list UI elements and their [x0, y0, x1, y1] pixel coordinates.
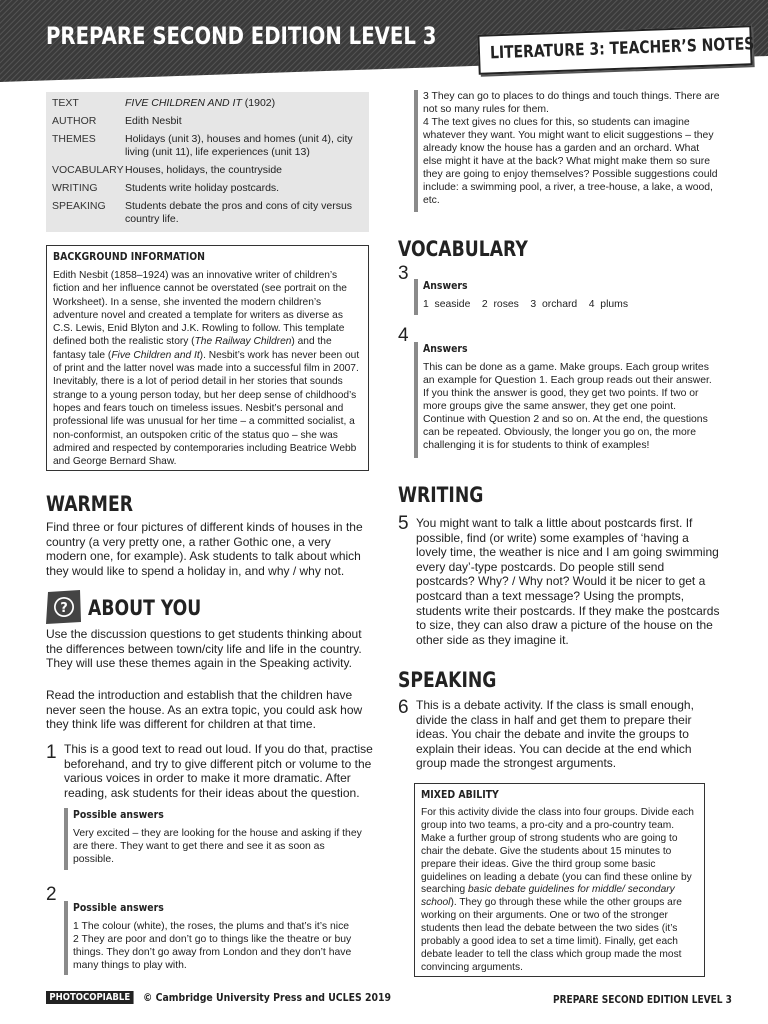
- about-you-text-1: Use the discussion questions to get students thinking about the differences between town/city life and life in the country. They will use these themes again in the Speaking activity.: [46, 627, 362, 671]
- background-text: Edith Nesbit (1858–1924) was an innovative writer of children’s fiction and her influence cannot be overstated (see portrait on the Worksheet). In a sense, she invented the modern children’s adventure novel and created a template for writers as diverse as C.S. Lewis, Enid Blyton and J.K. Rowling to follow. This template defined both the realistic story (The Railway Children) and the fantasy tale (Five Children and It). Nesbit’s work has never been out of print and the latter novel was made into a successful film in 2007. Inevitably, there is a lot of period detail in her stories that sounds strange to a young person today, but her deep sense of childhood’s hopes and fears touch on timeless issues. Nesbit’s personal and professional life was unusual for her time – a committed socialist, a non-conformist, an outspoken critic of the status quo – she was admired and respected by contemporaries including Beatrice Webb and George Bernard Shaw.: [53, 270, 360, 468]
- question-number-5: 5: [398, 513, 409, 534]
- question-number-4: 4: [398, 325, 409, 346]
- question-number-6: 6: [398, 697, 409, 718]
- question-mark-icon: [46, 590, 82, 624]
- warmer-text: Find three or four pictures of different kinds of houses in the country (a very pretty one, a rather Gothic one, a very modern one, for example). Ask students to talk about which they would like to spend a holiday in, and why / why not.: [46, 520, 363, 578]
- question-1-answers: Possible answers Very excited – they are looking for the house and asking if they are there. They want to get there and see it as soon as possible.: [64, 808, 364, 870]
- header-badge-label: LITERATURE 3: TEACHER’S NOTES: [489, 34, 755, 64]
- photocopiable-label: PHOTOCOPIABLE: [46, 991, 134, 1004]
- about-you-heading: ABOUT YOU: [88, 596, 202, 620]
- vocabulary-heading: VOCABULARY: [398, 237, 528, 261]
- info-row-speaking: SPEAKING Students debate the pros and cons of city versus country life.: [52, 200, 353, 225]
- writing-heading: WRITING: [398, 483, 484, 507]
- warmer-heading: WARMER: [46, 492, 133, 516]
- mixed-ability-title: MIXED ABILITY: [421, 788, 499, 801]
- page-header: [0, 0, 768, 82]
- footer-left: [46, 991, 435, 1004]
- header-title: PREPARE SECOND EDITION LEVEL 3: [46, 22, 437, 50]
- info-table: [46, 92, 369, 232]
- mixed-ability-text: For this activity divide the class into four groups. Divide each group into two teams, a pro-city and a pro-country team. Make a further group of strong students who are going to chair the debate. Give the students about 15 minutes to prepare their ideas. Give the third group some basic guidelines on leading a debate (you can find these online by searching basic debate guidelines for middle/ secondary school). They go through these while the other groups are working on their arguments. One or two of the stronger students then lead the debate between the two sides (it’s probably a good idea to set a time limit). Finally, get each debate leader to tell the class which group made the most convincing arguments.: [421, 807, 694, 973]
- info-row-vocabulary: VOCABULARY Houses, holidays, the countryside: [52, 164, 283, 176]
- question-3-answers: Answers 1 seaside 2 roses 3 orchard 4 plums: [414, 279, 714, 315]
- question-6-text: This is a debate activity. If the class is small enough, divide the class in half and get them to prepare their ideas. You chair the debate and invite the groups to explain their ideas. You can decide at the end which group made the strongest arguments.: [416, 698, 694, 771]
- question-5-text: You might want to talk a little about postcards first. If possible, find (or write) some examples of ‘having a lovely time, the weather is nice and I am going swimming every day’-type postcards. Do people still send postcards? Why? / Why not? Would it be nicer to get a postcard than a text message? Using the prompts, students write their postcards. If they make the postcards to size, they can also draw a picture of the house on the other side as they imagine it.: [416, 516, 720, 647]
- info-row-text: TEXT FIVE CHILDREN AND IT (1902): [52, 97, 276, 109]
- background-title: BACKGROUND INFORMATION: [53, 250, 206, 263]
- question-number-1: 1: [46, 742, 57, 763]
- info-row-themes: THEMES Holidays (unit 3), houses and homes (unit 4), city living (unit 11), life experiences (unit 13): [52, 133, 353, 158]
- question-2-answers-continued: 3 They can go to places to do things and touch things. There are not so many rules for them. 4 The text gives no clues for this, so students can imagine whatever they want. You might want to elicit suggestions – they already know the house has a garden and an orchard. What else might it have at the back? What might make them so sure they are going to enjoy themselves? Possible suggestions could include: a swimming pool, a river, a tree-house, a lake, a wood, etc.: [414, 90, 720, 212]
- background-information-box: [46, 245, 369, 471]
- question-number-3: 3: [398, 263, 409, 284]
- svg-text:?: ?: [60, 601, 68, 616]
- speaking-heading: SPEAKING: [398, 668, 497, 692]
- info-row-author: AUTHOR Edith Nesbit: [52, 115, 182, 127]
- question-2-answers: Possible answers 1 The colour (white), the roses, the plums and that’s it’s nice 2 They are poor and don’t go to things like the theatre or buy things. They don’t go away from London and they don’t have many things to play with.: [64, 901, 369, 975]
- footer-title: PREPARE SECOND EDITION LEVEL 3: [553, 993, 732, 1006]
- question-1-text: This is a good text to read out loud. If you do that, practise beforehand, and try to give different pitch or volume to the various voices in order to make it more dramatic. After reading, ask students for their ideas about the question.: [64, 742, 373, 800]
- question-4-answers: Answers This can be done as a game. Make groups. Each group writes an example for Question 1. Each group reads out their answer. If you think the answer is good, they get two points. If two or more groups give the same answer, they get one point. Continue with Question 2 and so on. At the end, the questions can be repeated. Obviously, the longer you go on, the more challenging it is for students to think of examples!: [414, 342, 714, 458]
- copyright-text: © Cambridge University Press and UCLES 2019: [142, 991, 392, 1004]
- question-number-2: 2: [46, 884, 57, 905]
- about-you-text-2: Read the introduction and establish that the children have never seen the house. As an extra topic, you could ask how they think life was different for children at that time.: [46, 688, 363, 732]
- mixed-ability-box: [414, 783, 705, 977]
- info-row-writing: WRITING Students write holiday postcards.: [52, 182, 280, 194]
